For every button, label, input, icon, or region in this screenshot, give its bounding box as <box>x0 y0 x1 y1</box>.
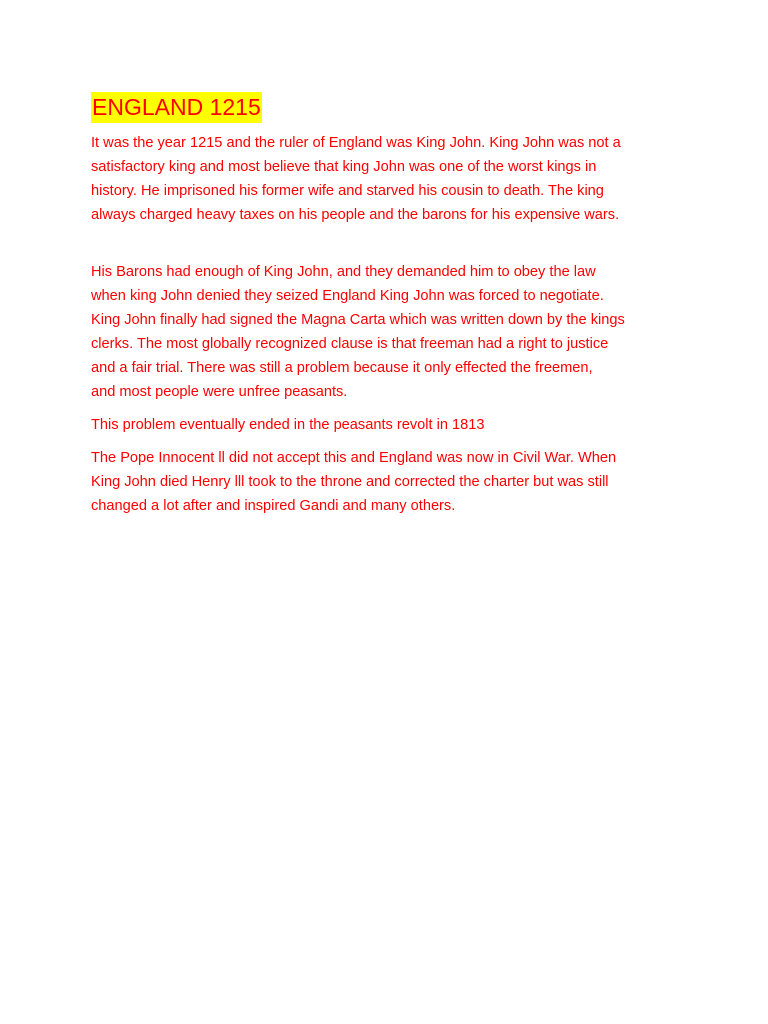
paragraph-intro: It was the year 1215 and the ruler of England was King John. King John was not a satisfactory king and most believe that king John was one of the worst kings in history. He imprisoned his former wife and starved his cousin to death. The king always charged heavy taxes on his people and the barons for his expensive wars. <box>91 135 621 223</box>
paragraph-civil-war: The Pope Innocent ll did not accept this and England was now in Civil War. When King John died Henry lll took to the throne and corrected the charter but was still changed a lot after and inspired Gandi and many others. <box>91 450 617 514</box>
document-body <box>91 92 691 527</box>
paragraph-peasants-revolt: This problem eventually ended in the peasants revolt in 1813 <box>91 417 485 433</box>
document-title: ENGLAND 1215 <box>91 92 262 123</box>
paragraph-barons: His Barons had enough of King John, and they demanded him to obey the law when king John denied they seized England King John was forced to negotiate. King John finally had signed the Magna Carta which was written down by the kings clerks. The most globally recognized clause is that freeman had a right to justice and a fair trial. There was still a problem because it only effected the freemen, and most people were unfree peasants. <box>91 264 625 400</box>
